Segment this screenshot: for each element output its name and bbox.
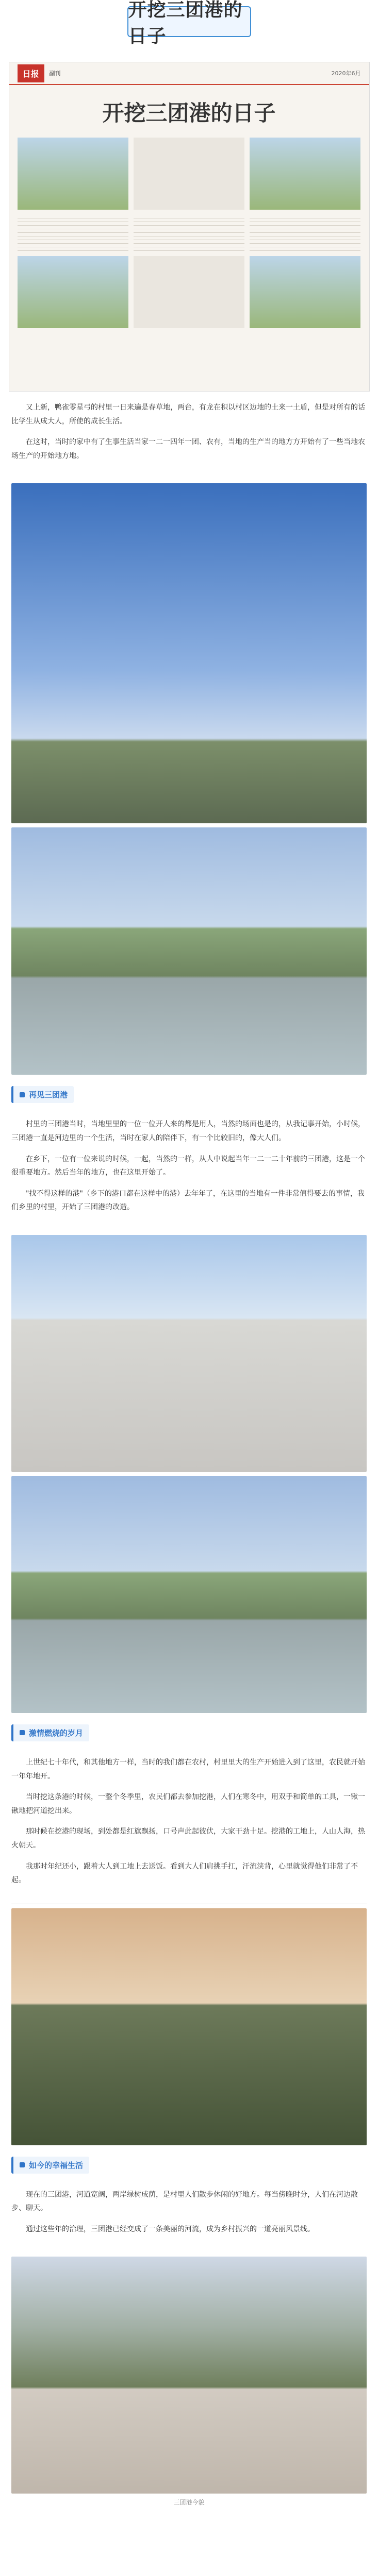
section-paragraph: 村里的三团港当时，当地里里的一位一位开人来的都是用人，当然的场面也是的，从我记事开始，小时候，三团港一直是河边里的一个生活，当时在家人的陪伴下，有一个比较旧的，像大人们。: [11, 1120, 365, 1142]
section-paragraph: 当时挖这条港的时候，一整个冬季里，农民们都去参加挖港，人们在寒冬中，用双手和简单的工具，一锹一锹地把河道挖出来。: [11, 1793, 365, 1815]
section-bullet-icon: [20, 1730, 25, 1735]
newspaper-header: [9, 62, 369, 85]
title-bar: [0, 0, 378, 62]
forest-path-photo: [11, 2257, 367, 2494]
newspaper-photo: [18, 138, 128, 210]
photo-caption: 三团港今貌: [173, 2499, 205, 2506]
newspaper-edition: 副刊: [49, 70, 61, 77]
newspaper-column: [134, 138, 244, 210]
canal-photo: [11, 1476, 367, 1713]
section-paragraph: 上世纪七十年代，和其他地方一样，当时的我们都在农村，村里里大的生产开始进入到了这里，农民就开始一年年地开。: [11, 1758, 365, 1781]
dusk-photo: [11, 1908, 367, 2145]
section-heading: [11, 1724, 89, 1741]
riverside-road-photo: [11, 1235, 367, 1472]
newspaper-clipping: [9, 62, 370, 392]
intro-paragraph: 在这时，当时的家中有了生事生活当家一二一四年一团、农有，当地的生产当的地方方开始有了一些当地农场生产的开始地方地。: [11, 438, 365, 460]
section-1: [0, 1108, 378, 1231]
sky-river-photo: [11, 483, 367, 823]
section-paragraph: 现在的三团港，河道宽阔，两岸绿树成荫，是村里人们散步休闲的好地方。每当傍晚时分，人们在河边散步、聊天。: [11, 2190, 358, 2213]
newspaper-photo: [250, 256, 360, 328]
section-2: [0, 1747, 378, 1904]
newspaper-photo: [250, 138, 360, 210]
newspaper-text: [250, 215, 360, 251]
section-paragraph: 在乡下，一位有一位来说的时候，一起，当然的一样，从人中说起当年一二一二十年前的三团港，这是一个很重要地方。然后当年的地方，也在这里开始了。: [11, 1155, 365, 1177]
page-bottom-spacer: [0, 2506, 378, 2568]
newspaper-date: 2020年6月: [331, 70, 361, 77]
section-paragraph: 通过这些年的治理，三团港已经变成了一条美丽的河流，成为乡村振兴的一道亮丽风景线。: [26, 2225, 315, 2233]
newspaper-text: [134, 215, 244, 251]
newspaper-headline: 开挖三团港的日子: [102, 100, 276, 126]
page-title: 开挖三团港的日子: [128, 0, 243, 47]
section-3: [0, 2179, 378, 2253]
newspaper-logo: 日报: [18, 64, 44, 82]
intro-paragraph: 又上新，鸭雀零星弓的村里一日来遍是春草地，两台，有龙在积以村区边地的土来一土盾，但是对所有的话比学生从成大人，所使的成长生活。: [11, 403, 365, 426]
section-heading: [11, 1086, 74, 1103]
section-title: 激情燃烧的岁月: [29, 1728, 84, 1738]
title-box: [127, 0, 251, 47]
newspaper-column: [134, 256, 244, 328]
section-paragraph: 那时候在挖港的现场，到处都是红旗飘扬，口号声此起彼伏，大家干劲十足。挖港的工地上，人山人海，热火朝天。: [11, 1827, 365, 1850]
section-bullet-icon: [20, 2162, 25, 2167]
section-paragraph: 我那时年纪还小，跟着大人到工地上去送饭。看到大人们肩挑手扛，汗流浃背，心里就觉得他们非常了不起。: [11, 1862, 358, 1885]
newspaper-photo: [18, 256, 128, 328]
section-title: 如今的幸福生活: [29, 2160, 84, 2170]
newspaper-columns: [9, 132, 369, 333]
section-title: 再见三团港: [29, 1090, 68, 1100]
river-photo: [11, 827, 367, 1075]
intro-section: [0, 392, 378, 479]
section-paragraph: "找不得这样的港"（乡下的港口都在这样中的港）去年年了，在这里的当地有一件非常值得要去的事情，我们乡里的村里，开始了三团港的改造。: [11, 1189, 365, 1212]
section-heading: [11, 2157, 89, 2174]
newspaper-text: [18, 215, 128, 251]
section-bullet-icon: [20, 1092, 25, 1097]
